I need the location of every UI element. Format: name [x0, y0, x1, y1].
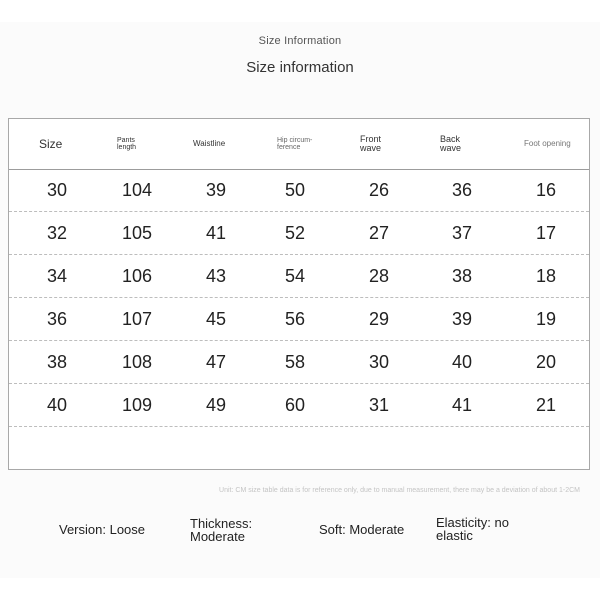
attr-elasticity-line2: elastic [436, 528, 473, 543]
table-cell-size: 36 [46, 308, 68, 329]
table-cell-size: 34 [46, 265, 68, 286]
table-cell-pants-length: 106 [121, 265, 153, 286]
header-front-wave-line2: wave [360, 143, 382, 153]
attr-elasticity [436, 516, 509, 542]
table-cell-foot-opening: 21 [535, 394, 557, 415]
table-cell-hip-circumference: 56 [284, 308, 306, 329]
table-cell-hip-circumference: 58 [284, 351, 306, 372]
table-row [9, 255, 589, 298]
header-back-wave-line1: Back [440, 134, 461, 144]
table-row [9, 212, 589, 255]
table-cell-foot-opening: 17 [535, 222, 557, 243]
table-cell-size: 30 [46, 179, 68, 200]
table-cell-waistline: 45 [205, 308, 227, 329]
table-cell-waistline: 43 [205, 265, 227, 286]
attr-thickness-line1: Thickness: [190, 516, 253, 531]
table-cell-size: 32 [46, 222, 68, 243]
header-hip-line1: Hip circum- [277, 137, 313, 144]
table-cell-pants-length: 107 [121, 308, 153, 329]
table-row [9, 384, 589, 427]
header-waistline-label: Waistline [193, 139, 226, 148]
attr-version [59, 523, 145, 536]
table-cell-pants-length: 105 [121, 222, 153, 243]
table-cell-front-wave: 28 [368, 265, 390, 286]
header-front-wave [360, 119, 420, 169]
table-cell-back-wave: 39 [451, 308, 473, 329]
header-back-wave-line2: wave [440, 143, 462, 153]
table-cell-pants-length: 104 [121, 179, 153, 200]
table-cell-front-wave: 26 [368, 179, 390, 200]
table-cell-foot-opening: 19 [535, 308, 557, 329]
header-foot-opening [524, 119, 588, 169]
table-cell-pants-length: 108 [121, 351, 153, 372]
table-cell-front-wave: 30 [368, 351, 390, 372]
attr-soft-line1: Soft: Moderate [319, 522, 405, 537]
header-hip-line2: ference [277, 144, 301, 151]
page-title: Size information [246, 59, 354, 76]
table-cell-waistline: 49 [205, 394, 227, 415]
table-cell-front-wave: 29 [368, 308, 390, 329]
table-cell-front-wave: 27 [368, 222, 390, 243]
table-row [9, 341, 589, 384]
header-waistline [193, 119, 263, 169]
header-pants-length-line1: Pants [117, 137, 135, 144]
attr-soft [319, 523, 404, 536]
table-cell-foot-opening: 18 [535, 265, 557, 286]
header-front-wave-line1: Front [360, 134, 382, 144]
attr-version-line1: Version: Loose [59, 522, 146, 537]
table-cell-front-wave: 31 [368, 394, 390, 415]
attr-thickness [190, 517, 252, 543]
attr-thickness-line2: Moderate [190, 529, 245, 544]
table-row [9, 298, 589, 341]
subtitle: Size Information [258, 35, 342, 47]
table-cell-hip-circumference: 60 [284, 394, 306, 415]
attr-elasticity-line1: Elasticity: no [436, 515, 509, 530]
header-foot-opening-label: Foot opening [524, 139, 571, 148]
table-cell-back-wave: 36 [451, 179, 473, 200]
table-cell-back-wave: 41 [451, 394, 473, 415]
table-cell-hip-circumference: 52 [284, 222, 306, 243]
table-cell-foot-opening: 20 [535, 351, 557, 372]
table-header [9, 119, 589, 170]
table-cell-hip-circumference: 50 [284, 179, 306, 200]
table-cell-size: 38 [46, 351, 68, 372]
header-pants-length-line2: length [117, 144, 137, 151]
measurement-note: Unit: CM size table data is for reference only, due to manual measurement, there may be a deviation of about 1-2CM [219, 487, 580, 494]
table-cell-back-wave: 40 [451, 351, 473, 372]
table-cell-waistline: 41 [205, 222, 227, 243]
header-size [39, 119, 99, 169]
size-table [8, 118, 590, 470]
table-cell-waistline: 39 [205, 179, 227, 200]
table-cell-pants-length: 109 [121, 394, 153, 415]
table-cell-waistline: 47 [205, 351, 227, 372]
table-cell-hip-circumference: 54 [284, 265, 306, 286]
table-cell-back-wave: 37 [451, 222, 473, 243]
table-cell-size: 40 [46, 394, 68, 415]
table-cell-foot-opening: 16 [535, 179, 557, 200]
header-back-wave [440, 119, 500, 169]
table-cell-back-wave: 38 [451, 265, 473, 286]
header-pants-length [117, 119, 177, 169]
header-size-label: Size [39, 137, 63, 151]
header-hip-circumference [277, 119, 347, 169]
table-row [9, 169, 589, 212]
